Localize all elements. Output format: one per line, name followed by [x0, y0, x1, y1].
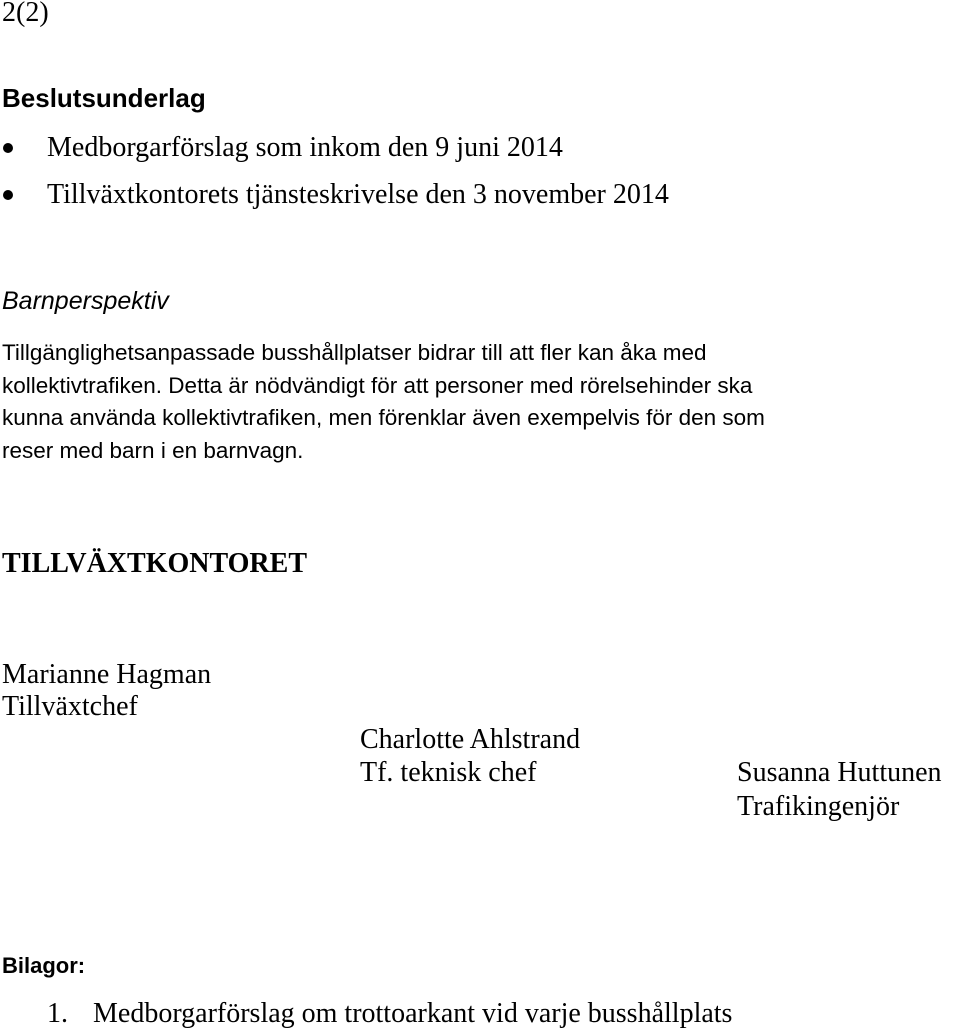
- organization-name: TILLVÄXTKONTORET: [2, 548, 307, 579]
- section-heading-basis: Beslutsunderlag: [2, 83, 206, 113]
- signatory-name: Susanna Huttunen: [737, 757, 942, 788]
- section-heading-child-perspective: Barnperspektiv: [2, 287, 169, 315]
- signatory-name: Marianne Hagman: [2, 659, 212, 690]
- signatory-name: Charlotte Ahlstrand: [360, 724, 581, 755]
- list-item: Tillväxtkontorets tjänsteskrivelse den 3 november 2014: [47, 179, 669, 210]
- child-perspective-paragraph: [2, 337, 957, 467]
- signatory-title: Tf. teknisk chef: [360, 757, 537, 788]
- paragraph-line: reser med barn i en barnvagn.: [2, 437, 304, 463]
- list-item: Medborgarförslag som inkom den 9 juni 2014: [47, 132, 563, 163]
- signatory-title: Trafikingenjör: [737, 791, 900, 822]
- signatory-title: Tillväxtchef: [2, 691, 138, 722]
- attachment-number: 1.: [47, 998, 68, 1029]
- page-number: 2(2): [2, 0, 49, 28]
- attachments-heading: Bilagor:: [2, 953, 86, 978]
- paragraph-line: kunna använda kollektivtrafiken, men förenklar även exempelvis för den som: [2, 405, 765, 430]
- paragraph-line: kollektivtrafiken. Detta är nödvändigt för att personer med rörelsehinder ska: [2, 372, 753, 398]
- bullet-icon: [3, 190, 13, 200]
- attachment-item: Medborgarförslag om trottoarkant vid varje busshållplats: [93, 998, 733, 1029]
- bullet-icon: [3, 143, 13, 153]
- paragraph-line: Tillgänglighetsanpassade busshållplatser bidrar till att fler kan åka med: [2, 340, 707, 365]
